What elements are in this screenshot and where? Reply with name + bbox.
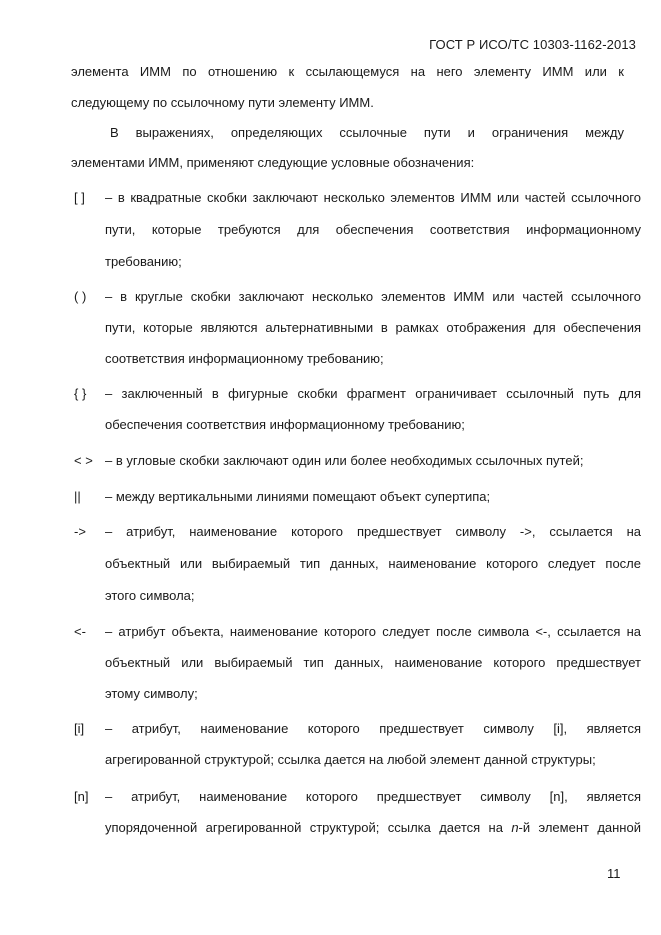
symbol-index-n: [n]	[74, 789, 89, 804]
italic-n: n	[511, 820, 519, 835]
para-line-2: элементами ИММ, применяют следующие условные обозначения:	[71, 155, 475, 170]
item-text-line: – в круглые скобки заключают несколько элементов ИММ или частей ссылочного	[105, 289, 641, 304]
item-text-line	[105, 820, 641, 835]
symbol-left-arrow: <-	[74, 624, 86, 639]
intro-line-1: элемента ИММ по отношению к ссылающемуся на него элементу ИММ или к	[71, 64, 624, 79]
item-text-fragment: упорядоченной агрегированной структурой; ссылка дается на	[105, 820, 503, 835]
item-text-line: обеспечения соответствия информационному требованию;	[105, 417, 465, 432]
item-text-line: пути, которые требуются для обеспечения соответствия информационному	[105, 222, 641, 237]
item-text-line: этому символу;	[105, 686, 198, 701]
item-text-line: объектный или выбираемый тип данных, наименование которого предшествует	[105, 655, 641, 670]
item-text-line: агрегированной структурой; ссылка дается на любой элемент данной структуры;	[105, 752, 596, 767]
item-text-line: объектный или выбираемый тип данных, наименование которого следует после	[105, 556, 641, 571]
para-line-1: В выражениях, определяющих ссылочные пути и ограничения между	[110, 125, 624, 140]
item-text-line: – атрибут объекта, наименование которого следует после символа <-, ссылается на	[105, 624, 641, 639]
symbol-curly-brackets: { }	[74, 386, 87, 401]
item-text-line: этого символа;	[105, 588, 195, 603]
item-text-line: – заключенный в фигурные скобки фрагмент ограничивает ссылочный путь для	[105, 386, 641, 401]
item-text-line: соответствия информационному требованию;	[105, 351, 384, 366]
item-text-fragment: -й элемент данной	[518, 820, 641, 835]
symbol-index-i: [i]	[74, 721, 85, 736]
symbol-vertical-lines: ||	[74, 489, 81, 504]
item-text-line: пути, которые являются альтернативными в рамках отображения для обеспечения	[105, 320, 641, 335]
item-text-line: требованию;	[105, 254, 182, 269]
symbol-square-brackets: [ ]	[74, 190, 85, 205]
symbol-round-brackets: ( )	[74, 289, 87, 304]
symbol-angle-brackets: < >	[74, 453, 93, 468]
item-text-line: – атрибут, наименование которого предшествует символу ->, ссылается на	[105, 524, 641, 539]
document-header: ГОСТ Р ИСО/ТС 10303-1162-2013	[429, 37, 636, 52]
item-text-line: – в квадратные скобки заключают несколько элементов ИММ или частей ссылочного	[105, 190, 641, 205]
item-text-line: – атрибут, наименование которого предшествует символу [n], является	[105, 789, 641, 804]
intro-line-2: следующему по ссылочному пути элементу ИММ.	[71, 95, 374, 110]
item-text-line: – атрибут, наименование которого предшествует символу [i], является	[105, 721, 641, 736]
page-number: 11	[607, 866, 621, 881]
symbol-right-arrow: ->	[74, 524, 86, 539]
item-text-line: – между вертикальными линиями помещают объект супертипа;	[105, 489, 491, 504]
item-text-line: – в угловые скобки заключают один или более необходимых ссылочных путей;	[105, 453, 584, 468]
